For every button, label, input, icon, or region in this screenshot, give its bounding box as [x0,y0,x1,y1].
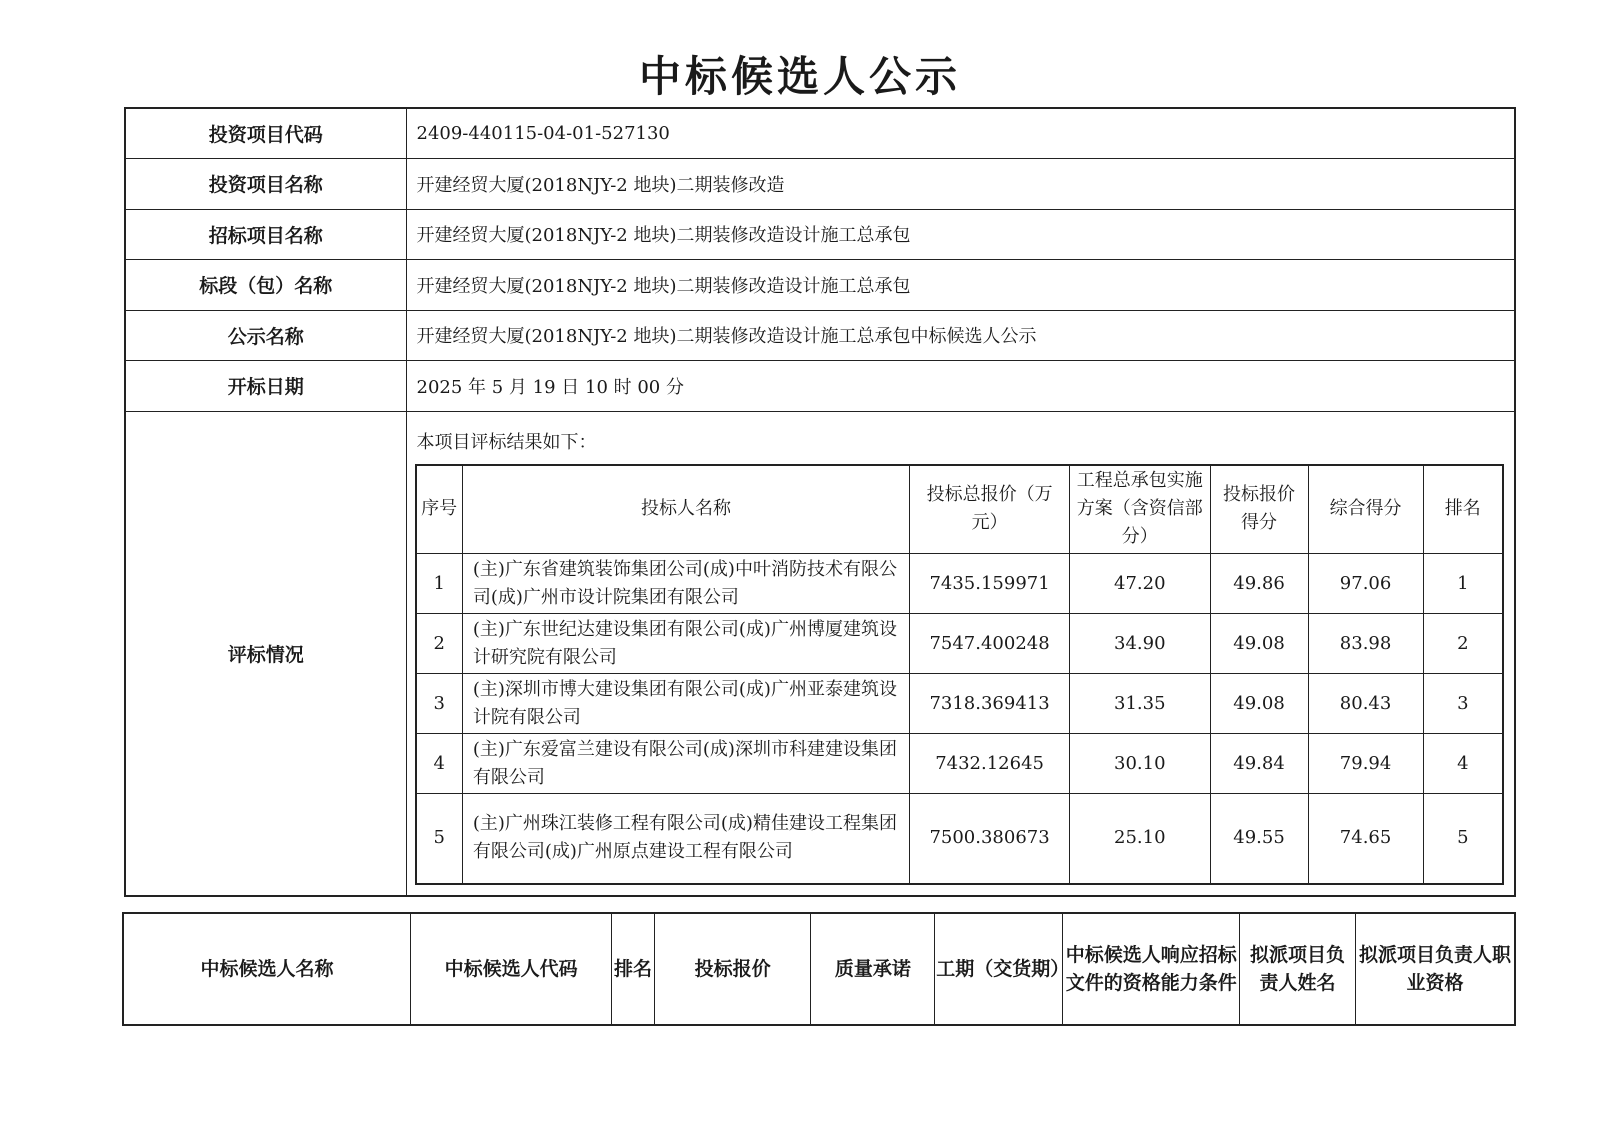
total-score: 79.94 [1308,734,1423,794]
header-cell: 拟派项目负责人职业资格 [1355,913,1515,1025]
header-cell: 工期（交货期） [935,913,1063,1025]
header-cell: 排名 [612,913,655,1025]
header-cell: 投标报价 [654,913,810,1025]
total-score: 83.98 [1308,614,1423,674]
bidder-name: (主)广州珠江装修工程有限公司(成)精佳建设工程集团有限公司(成)广州原点建设工程有限公司 [462,794,909,884]
rank: 3 [1423,674,1503,734]
price-score: 49.84 [1210,734,1308,794]
table-row [416,554,1504,614]
bid-price: 7435.159971 [910,554,1070,614]
info-label: 标段（包）名称 [125,259,406,310]
bid-price: 7547.400248 [910,614,1070,674]
header-cell: 序号 [416,465,463,554]
price-score: 49.08 [1210,614,1308,674]
rank: 2 [1423,614,1503,674]
bid-price: 7500.380673 [910,794,1070,884]
rank: 4 [1423,734,1503,794]
info-row-section-name [125,259,1515,310]
header-cell: 投标总报价（万元） [910,465,1070,554]
rank: 5 [1423,794,1503,884]
total-score: 97.06 [1308,554,1423,614]
plan-score: 34.90 [1069,614,1210,674]
table-row [416,794,1504,884]
plan-score: 25.10 [1069,794,1210,884]
table-row [416,674,1504,734]
info-value: 开建经贸大厦(2018NJY-2 地块)二期装修改造设计施工总承包 [406,209,1515,259]
info-label: 投资项目代码 [125,108,406,158]
header-cell: 投标人名称 [462,465,909,554]
header-cell: 拟派项目负责人姓名 [1240,913,1356,1025]
page-title: 中标候选人公示 [638,52,961,101]
row-no: 1 [416,554,463,614]
bid-price: 7318.369413 [910,674,1070,734]
price-score: 49.08 [1210,674,1308,734]
plan-score: 31.35 [1069,674,1210,734]
evaluation-result-table [415,464,1505,885]
price-score: 49.55 [1210,794,1308,884]
header-cell: 综合得分 [1308,465,1423,554]
info-row-opening-date [125,360,1515,411]
bidder-name: (主)广东爱富兰建设有限公司(成)深圳市科建建设集团有限公司 [462,734,909,794]
candidate-header-row [123,913,1515,1025]
row-no: 4 [416,734,463,794]
info-value: 2409-440115-04-01-527130 [406,108,1515,158]
info-value: 2025 年 5 月 19 日 10 时 00 分 [406,360,1515,411]
total-score: 80.43 [1308,674,1423,734]
rank: 1 [1423,554,1503,614]
evaluation-row [125,411,1515,896]
row-no: 5 [416,794,463,884]
header-cell: 排名 [1423,465,1503,554]
header-cell: 质量承诺 [811,913,935,1025]
info-row-notice-name [125,310,1515,360]
total-score: 74.65 [1308,794,1423,884]
header-cell: 中标候选人响应招标文件的资格能力条件 [1063,913,1240,1025]
info-label: 招标项目名称 [125,209,406,259]
info-row-project-name [125,158,1515,209]
bidder-name: (主)深圳市博大建设集团有限公司(成)广州亚泰建筑设计院有限公司 [462,674,909,734]
candidate-table [122,912,1516,1026]
table-row [416,614,1504,674]
evaluation-header-row [416,465,1504,554]
info-label: 公示名称 [125,310,406,360]
row-no: 2 [416,614,463,674]
header-cell: 工程总承包实施方案（含资信部分） [1069,465,1210,554]
plan-score: 47.20 [1069,554,1210,614]
plan-score: 30.10 [1069,734,1210,794]
bid-price: 7432.12645 [910,734,1070,794]
price-score: 49.86 [1210,554,1308,614]
bidder-name: (主)广东省建筑装饰集团公司(成)中叶消防技术有限公司(成)广州市设计院集团有限公司 [462,554,909,614]
header-cell: 中标候选人名称 [123,913,411,1025]
info-label: 投资项目名称 [125,158,406,209]
bidder-name: (主)广东世纪达建设集团有限公司(成)广州博厦建筑设计研究院有限公司 [462,614,909,674]
info-table [124,107,1516,897]
info-value: 开建经贸大厦(2018NJY-2 地块)二期装修改造 [406,158,1515,209]
info-row-tender-name [125,209,1515,259]
info-value: 开建经贸大厦(2018NJY-2 地块)二期装修改造设计施工总承包中标候选人公示 [406,310,1515,360]
info-row-project-code [125,108,1515,158]
evaluation-content [406,411,1515,896]
evaluation-intro: 本项目评标结果如下： [416,431,597,453]
info-value: 开建经贸大厦(2018NJY-2 地块)二期装修改造设计施工总承包 [406,259,1515,310]
table-row [416,734,1504,794]
header-cell: 中标候选人代码 [411,913,612,1025]
evaluation-label: 评标情况 [125,411,406,896]
row-no: 3 [416,674,463,734]
info-label: 开标日期 [125,360,406,411]
header-cell: 投标报价得分 [1210,465,1308,554]
